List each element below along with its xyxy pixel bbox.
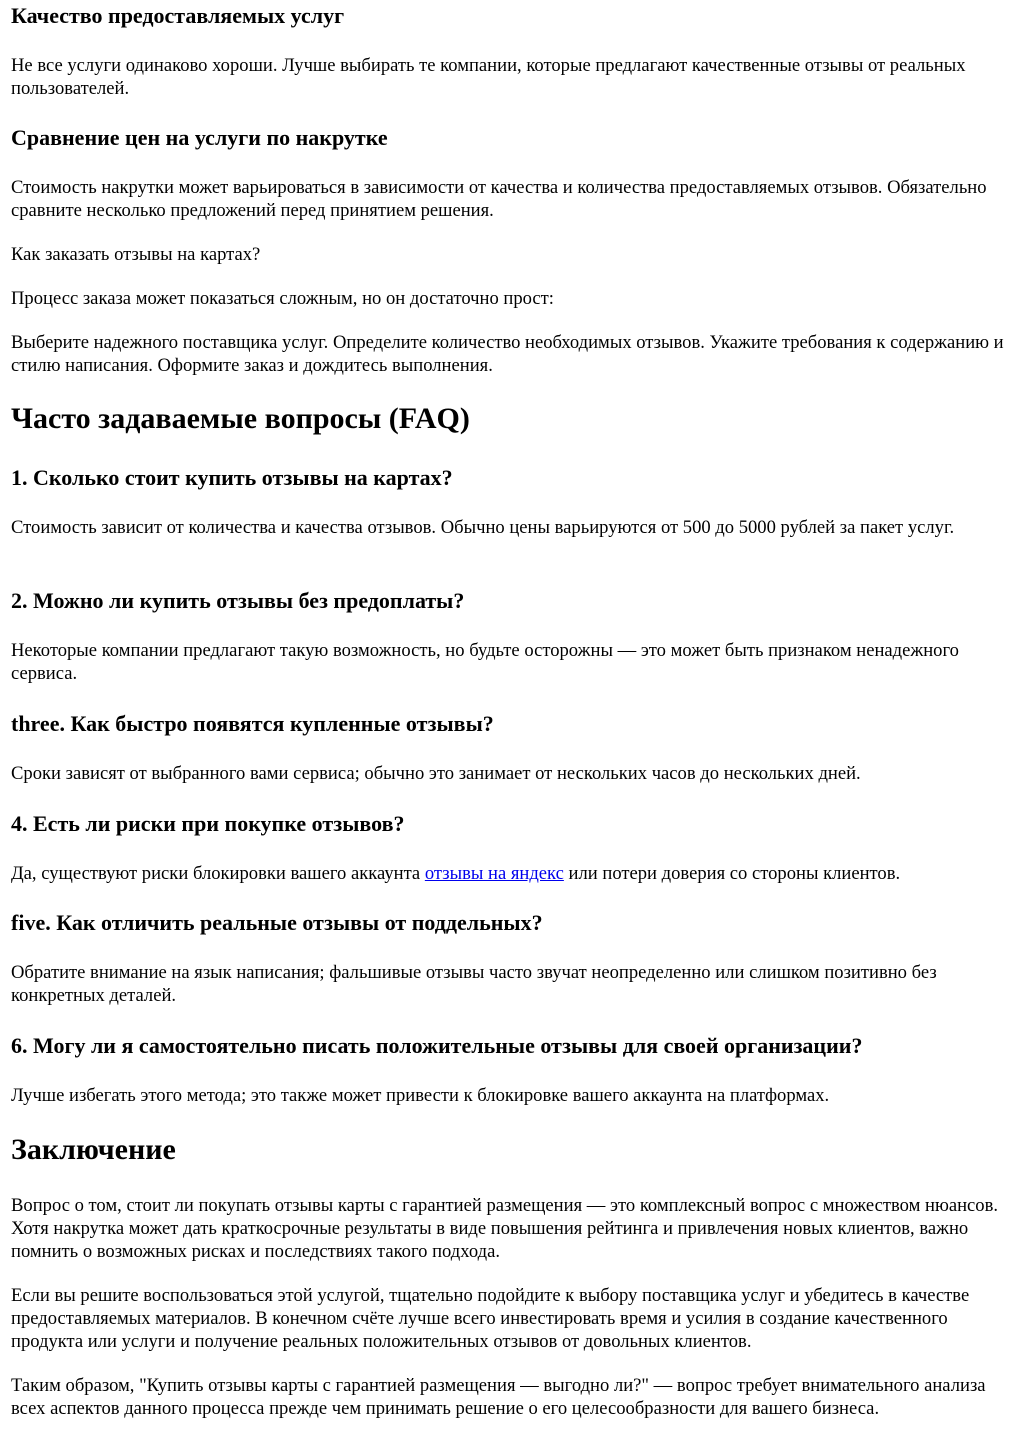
paragraph: Выберите надежного поставщика услуг. Определите количество необходимых отзывов. Укажите требования к содержанию и стилю написания. Оформите заказ и дождитесь выполнения.	[11, 332, 1004, 376]
faq-answer: Лучше избегать этого метода; это также может привести к блокировке вашего аккаунта на платформах.	[11, 1085, 830, 1106]
section-heading: Качество предоставляемых услуг	[11, 3, 345, 28]
faq-question: 6. Могу ли я самостоятельно писать положительные отзывы для своей организации?	[11, 1033, 863, 1058]
paragraph: Таким образом, "Купить отзывы карты с гарантией размещения — выгодно ли?" — вопрос требует внимательного анализа всех аспектов данного процесса прежде чем принимать решение о его целесообразности для вашего бизнеса.	[11, 1375, 986, 1419]
paragraph: Вопрос о том, стоит ли покупать отзывы карты с гарантией размещения — это комплексный вопрос с множеством нюансов. Хотя накрутка может дать краткосрочные результаты в виде повышения рейтинга и привлечения новых клиентов, важно помнить о возможных рисках и последствиях такого подхода.	[11, 1195, 999, 1262]
yandex-reviews-link[interactable]: отзывы на яндекс	[424, 863, 564, 884]
paragraph: Стоимость накрутки может варьироваться в зависимости от качества и количества предоставляемых отзывов. Обязательно сравните несколько предложений перед принятием решения.	[11, 177, 987, 221]
faq-heading: Часто задаваемые вопросы (FAQ)	[11, 402, 470, 435]
faq-answer: Стоимость зависит от количества и качества отзывов. Обычно цены варьируются от 500 до 5000 рублей за пакет услуг.	[11, 517, 955, 538]
paragraph: Как заказать отзывы на картах?	[11, 244, 261, 265]
faq-answer	[11, 862, 1014, 885]
faq-question: 2. Можно ли купить отзывы без предоплаты?	[11, 588, 465, 613]
paragraph: Процесс заказа может показаться сложным, но он достаточно прост:	[11, 288, 554, 309]
conclusion-heading: Заключение	[11, 1133, 176, 1166]
text-segment: Да, существуют риски блокировки вашего аккаунта	[11, 863, 425, 884]
paragraph: Если вы решите воспользоваться этой услугой, тщательно подойдите к выбору поставщика услуг и убедитесь в качестве предоставляемых материалов. В конечном счёте лучше всего инвестировать время и усилия в создание качественного продукта или услуги и получение реальных положительных отзывов от довольных клиентов.	[11, 1285, 970, 1352]
faq-question: 4. Есть ли риски при покупке отзывов?	[11, 811, 405, 836]
faq-answer: Некоторые компании предлагают такую возможность, но будьте осторожны — это может быть признаком ненадежного сервиса.	[11, 640, 959, 684]
faq-question: 1. Сколько стоит купить отзывы на картах?	[11, 465, 453, 490]
paragraph: Не все услуги одинаково хороши. Лучше выбирать те компании, которые предлагают качественные отзывы от реальных пользователей.	[11, 55, 966, 99]
text-segment: или потери доверия со стороны клиентов.	[563, 863, 901, 884]
faq-question: five. Как отличить реальные отзывы от поддельных?	[11, 910, 543, 935]
faq-answer: Обратите внимание на язык написания; фальшивые отзывы часто звучат неопределенно или слишком позитивно без конкретных деталей.	[11, 962, 937, 1006]
section-heading: Сравнение цен на услуги по накрутке	[11, 125, 388, 150]
faq-answer: Сроки зависят от выбранного вами сервиса; обычно это занимает от нескольких часов до нескольких дней.	[11, 763, 861, 784]
faq-question: three. Как быстро появятся купленные отзывы?	[11, 711, 494, 736]
